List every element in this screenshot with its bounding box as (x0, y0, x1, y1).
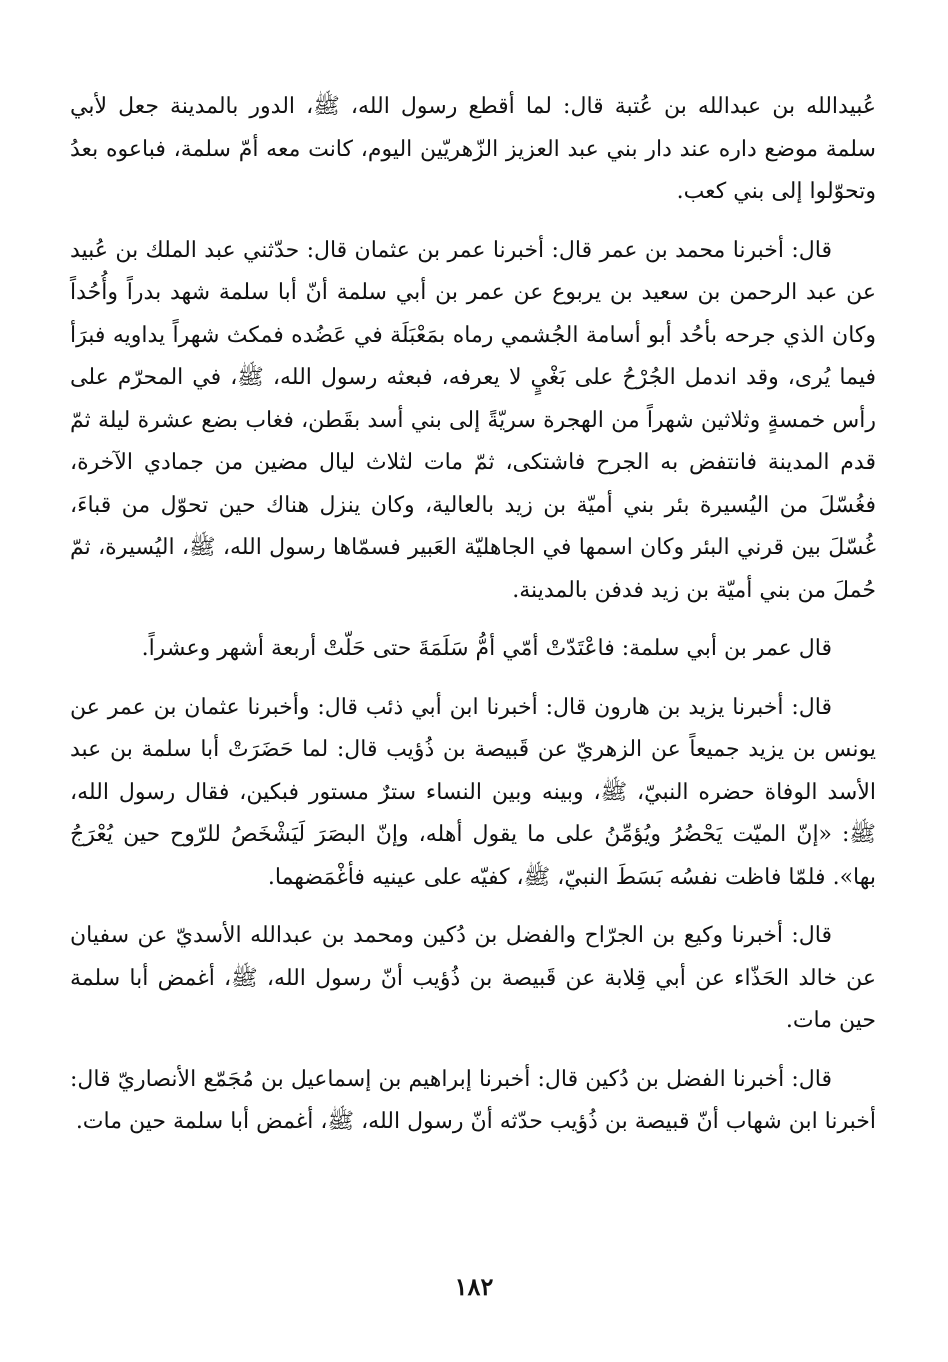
paragraph-1: عُبيدالله بن عبدالله بن عُتبة قال: لما أقطع رسول الله، ﷺ، الدور بالمدينة جعل لأبي سلمة موضع داره عند دار بني عبد العزيز الزّهريّين اليوم، كانت معه أمّ سلمة، فباعوه بعدُ وتحوّلوا إلى بني كعب. (70, 94, 876, 204)
paragraph-3: قال عمر بن أبي سلمة: فاعْتَدّتْ أمّي أمُّ سَلَمَةَ حتى حَلّتْ أربعة أشهر وعشراً. (141, 636, 832, 661)
paragraph-4: قال: أخبرنا يزيد بن هارون قال: أخبرنا ابن أبي ذئب قال: وأخبرنا عثمان بن عمر عن يونس بن يزيد جميعاً عن الزهريّ عن قَبيصة بن ذُؤيب قال: لما حَضَرَتْ أبا سلمة بن عبد الأسد الوفاة حضره النبيّ، ﷺ، وبينه وبين النساء سترٌ مستور فبكين، فقال رسول الله، ﷺ: «إنّ الميّت يَحْضُرُ ويُؤمِّنُ على ما يقول أهله، وإنّ البصَرَ لَيَشْخَصُ للرّوح حين يُعْرَجُ بها». فلمّا فاظت نفسُه بَسَطَ النبيّ، ﷺ، كفيّه على عينيه فأغْمَضهما. (70, 694, 876, 890)
paragraph-5: قال: أخبرنا وكيع بن الجرّاح والفضل بن دُكين ومحمد بن عبدالله الأسديّ عن سفيان عن خالد الحَذّاء عن أبي قِلابة عن قَبيصة بن ذُؤيب أنّ رسول الله، ﷺ، أغمض أبا سلمة حين مات. (70, 923, 876, 1033)
paragraph-6: قال: أخبرنا الفضل بن دُكين قال: أخبرنا إبراهيم بن إسماعيل بن مُجَمّع الأنصاريّ قال: أخبرنا ابن شهاب أنّ قبيصة بن ذُؤيب حدّثه أنّ رسول الله، ﷺ، أغمض أبا سلمة حين مات. (70, 1066, 876, 1134)
page-body (70, 86, 876, 1160)
paragraph-2: قال: أخبرنا محمد بن عمر قال: أخبرنا عمر بن عثمان قال: حدّثني عبد الملك بن عُبيد عن عبد الرحمن بن سعيد بن يربوع عن عمر بن أبي سلمة أنّ أبا سلمة شهد بدراً وأُحُداً وكان الذي جرحه بأحُد أبو أسامة الجُشمي رماه بمَعْبَلَة في عَضُده فمكث شهراً يداويه فبرَأ فيما يُرى، وقد اندمل الجُرْحُ على بَغْيٍ لا يعرفه، فبعثه رسول الله، ﷺ، في المحرّم على رأس خمسةٍ وثلاثين شهراً من الهجرة سريّةً إلى بني أسد بقَطن، فغاب بضع عشرة ليلة ثمّ قدم المدينة فانتفض به الجرح فاشتكى، ثمّ مات لثلاث ليال مضين من جمادي الآخرة، فغُسّلَ من اليُسيرة بئر بني أميّة بن زيد بالعالية، وكان ينزل هناك حين تحوّل من قباءَ، غُسّلَ بين قرني البئر وكان اسمها في الجاهليّة العَبير فسمّاها رسول الله، ﷺ، اليُسيرة، ثمّ حُملَ من بني أميّة بن زيد فدفن بالمدينة. (70, 237, 876, 603)
page-number: ١٨٢ (454, 1272, 494, 1301)
